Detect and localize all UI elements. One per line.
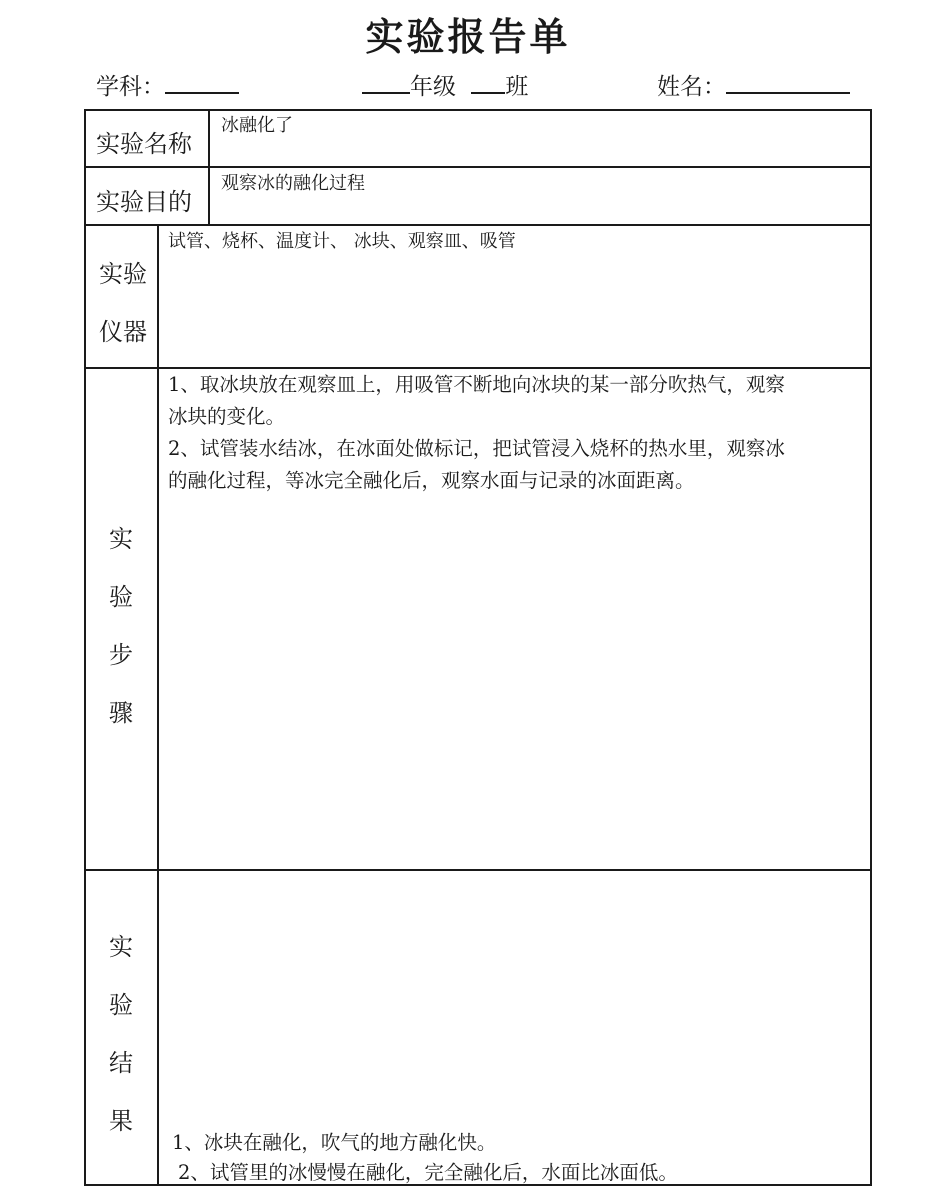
grade-class-field — [362, 66, 528, 104]
table-border-left — [84, 109, 86, 1186]
steps-content — [168, 369, 785, 497]
steps-line: 冰块的变化。 — [168, 405, 286, 428]
name-field — [657, 66, 850, 104]
results-line: 1、冰块在融化，吹气的地方融化快。 — [172, 1131, 497, 1154]
experiment-purpose-value: 观察冰的融化过程 — [221, 173, 365, 194]
row-divider — [84, 869, 872, 871]
name-blank[interactable] — [726, 66, 850, 94]
results-label — [101, 927, 141, 1136]
subject-label: 学科： — [96, 74, 165, 100]
results-label-char: 验 — [109, 991, 133, 1019]
steps-line: 的融化过程，等冰完全融化后，观察水面与记录的冰面距离。 — [168, 469, 695, 492]
table-border-right — [870, 109, 872, 1186]
results-label-char: 结 — [109, 1049, 133, 1077]
equipment-label-line: 仪器 — [99, 318, 147, 346]
steps-label-char: 步 — [109, 641, 133, 669]
equipment-label-line: 实验 — [99, 260, 147, 288]
steps-line: 1、取冰块放在观察皿上，用吸管不断地向冰块的某一部分吹热气，观察 — [168, 373, 785, 396]
column-divider — [208, 109, 210, 226]
class-blank[interactable] — [471, 66, 505, 94]
results-label-char: 果 — [109, 1107, 133, 1135]
steps-label — [101, 519, 141, 728]
steps-label-char: 验 — [109, 583, 133, 611]
experiment-name-label: 实验名称 — [96, 130, 192, 158]
equipment-value: 试管、烧杯、温度计、 冰块、观察皿、吸管 — [168, 231, 516, 252]
subject-blank[interactable] — [165, 66, 239, 94]
row-divider — [84, 224, 872, 226]
grade-blank[interactable] — [362, 66, 410, 94]
experiment-name-value: 冰融化了 — [221, 115, 293, 136]
subject-field — [96, 66, 239, 104]
table-border-top — [84, 109, 872, 111]
class-label: 班 — [505, 74, 529, 100]
results-line: 2、试管里的冰慢慢在融化，完全融化后，水面比冰面低。 — [178, 1161, 678, 1184]
results-label-char: 实 — [109, 933, 133, 961]
experiment-purpose-label: 实验目的 — [96, 188, 192, 216]
steps-label-char: 骤 — [109, 699, 133, 727]
name-label: 姓名： — [657, 74, 726, 100]
equipment-label — [91, 254, 155, 347]
steps-label-char: 实 — [109, 525, 133, 553]
page-title: 实验报告单 — [365, 15, 571, 59]
column-divider — [157, 224, 159, 1186]
row-divider — [84, 166, 872, 168]
steps-line: 2、试管装水结冰，在冰面处做标记，把试管浸入烧杯的热水里，观察冰 — [168, 437, 785, 460]
grade-label: 年级 — [410, 74, 456, 100]
